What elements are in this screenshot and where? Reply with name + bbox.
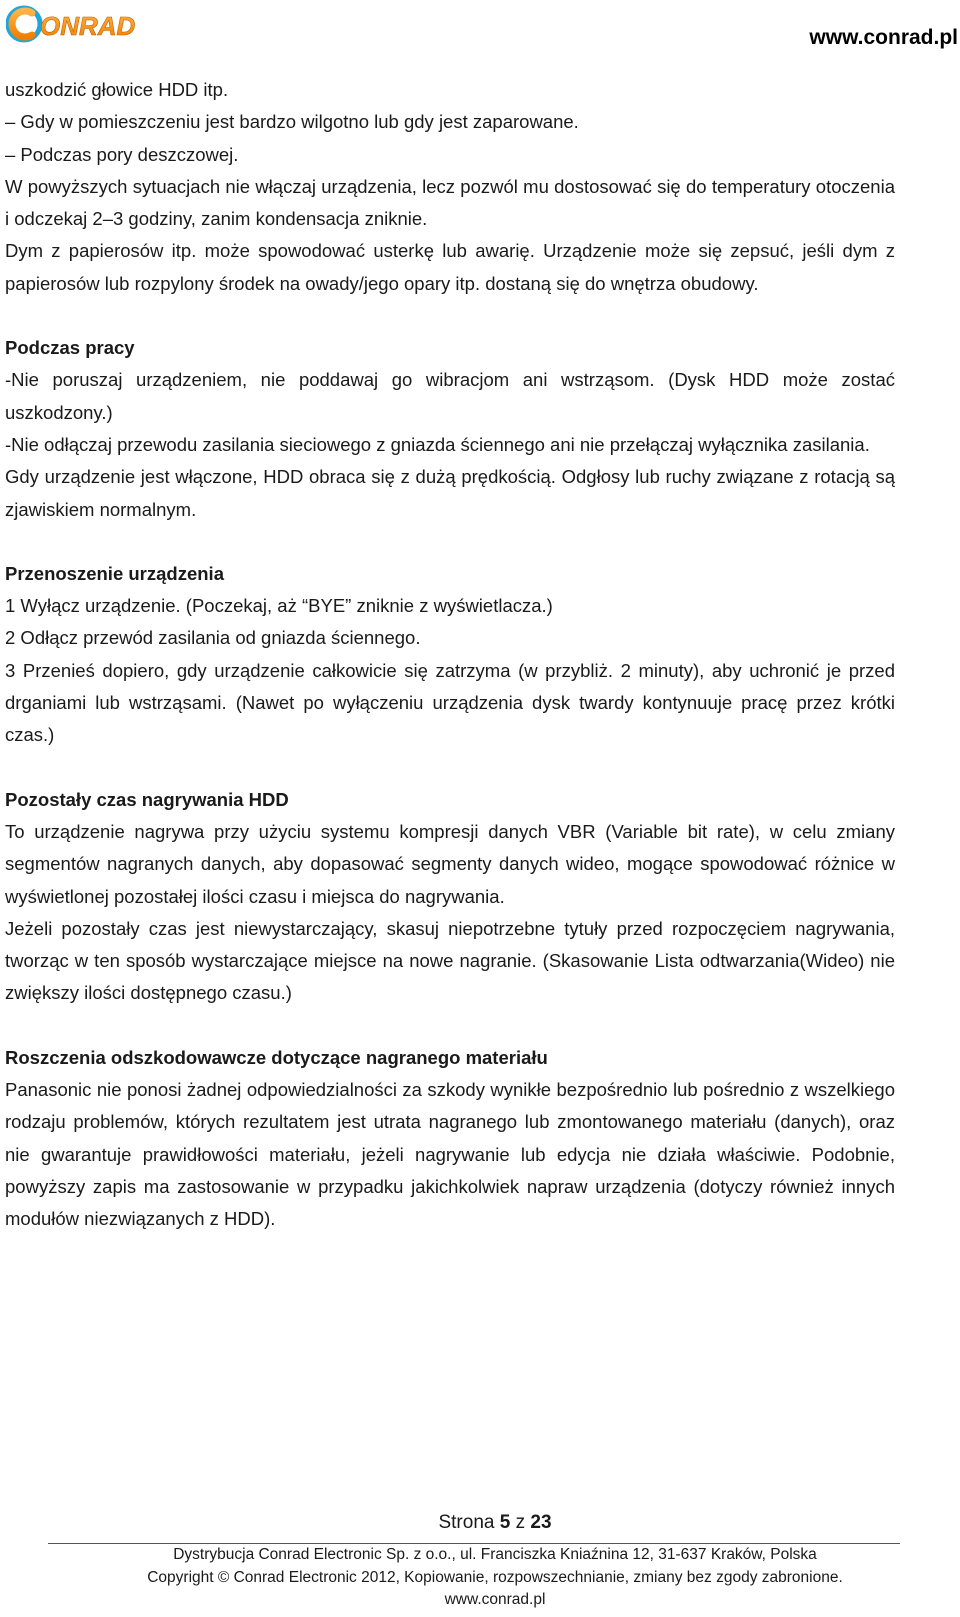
page-content [5, 74, 895, 1236]
paragraph: -Nie poruszaj urządzeniem, nie poddawaj go wibracjom ani wstrząsom. (Dysk HDD może zostać uszkodzony.) [5, 369, 895, 423]
paragraph: Gdy urządzenie jest włączone, HDD obraca się z dużą prędkością. Odgłosy lub ruchy związane z rotacją są zjawiskiem normalnym. [5, 466, 895, 520]
page-total: 23 [530, 1512, 552, 1533]
page-separator: z [515, 1512, 526, 1533]
section-heading-moving: Przenoszenie urządzenia [5, 562, 224, 584]
paragraph: To urządzenie nagrywa przy użyciu systemu kompresji danych VBR (Variable bit rate), w celu zmiany segmentów nagranych danych, aby dopasować segmenty danych wideo, mogące spowodować różnice w wyświetlonej pozostałej ilości czasu i miejsca do nagrywania. [5, 820, 895, 907]
paragraph: 2 Odłącz przewód zasilania od gniazda ściennego. [5, 627, 421, 649]
section-heading-operation: Podczas pracy [5, 337, 135, 359]
page-number [0, 1512, 960, 1534]
paragraph: uszkodzić głowice HDD itp. [5, 79, 229, 100]
paragraph: Jeżeli pozostały czas jest niewystarczający, skasuj niepotrzebne tytuły przed rozpoczęciem nagrywania, tworząc w ten sposób wystarczające miejsce na nowe nagranie. (Skasowanie Lista odtwarzania(Wideo) nie zwiększy ilości dostępnego czasu.) [5, 917, 895, 1004]
section-heading-remaining-time: Pozostały czas nagrywania HDD [5, 788, 289, 810]
footer-distributor: Dystrybucja Conrad Electronic Sp. z o.o., ul. Franciszka Kniaźnina 12, 31-637 Kraków, Polska [173, 1546, 817, 1563]
svg-text:ONRAD: ONRAD [40, 11, 136, 41]
page-prefix: Strona [438, 1512, 495, 1533]
paragraph: – Gdy w pomieszczeniu jest bardzo wilgotno lub gdy jest zaparowane. [5, 111, 579, 133]
page-footer [0, 1544, 960, 1612]
paragraph: W powyższych sytuacjach nie włączaj urządzenia, lecz pozwól mu dostosować się do temperatury otoczenia i odczekaj 2–3 godziny, zanim kondensacja zniknie. [5, 175, 895, 230]
section-heading-claims: Roszczenia odszkodowawcze dotyczące nagranego materiału [5, 1046, 548, 1068]
paragraph: Dym z papierosów itp. może spowodować usterkę lub awarię. Urządzenie może się zepsuć, jeśli dym z papierosów lub rozpylony środek na owady/jego opary itp. dostaną się do wnętrza obudowy. [5, 240, 895, 294]
paragraph: -Nie odłączaj przewodu zasilania sieciowego z gniazda ściennego ani nie przełączaj wyłącznika zasilania. [5, 433, 870, 455]
conrad-logo [6, 4, 166, 44]
header-site-url[interactable]: www.conrad.pl [809, 26, 958, 49]
footer-copyright: Copyright © Conrad Electronic 2012, Kopiowanie, rozpowszechnianie, zmiany bez zgody zabronione. [147, 1568, 843, 1586]
page-header [0, 0, 960, 60]
paragraph: Panasonic nie ponosi żadnej odpowiedzialności za szkody wynikłe bezpośrednio lub pośrednio z wszelkiego rodzaju problemów, których rezultatem jest utrata nagranego lub zmontowanego materiału (danych), oraz nie gwarantuje prawidłowości materiału, jeżeli nagrywanie lub edycja nie działa właściwie. Podobnie, powyższy zapis ma zastosowanie w przypadku jakichkolwiek napraw urządzenia (dotyczy również innych modułów niezwiązanych z HDD). [5, 1079, 895, 1230]
paragraph: 1 Wyłącz urządzenie. (Poczekaj, aż “BYE” zniknie z wyświetlacza.) [5, 595, 553, 617]
paragraph: 3 Przenieś dopiero, gdy urządzenie całkowicie się zatrzyma (w przybliż. 2 minuty), aby uchronić je przed drganiami lub wstrząsami. (Nawet po wyłączeniu urządzenia dysk twardy kontynuuje pracę przez krótki czas.) [5, 659, 895, 746]
page-current: 5 [499, 1512, 511, 1533]
footer-url[interactable]: www.conrad.pl [444, 1591, 546, 1608]
paragraph: – Podczas pory deszczowej. [5, 143, 239, 165]
